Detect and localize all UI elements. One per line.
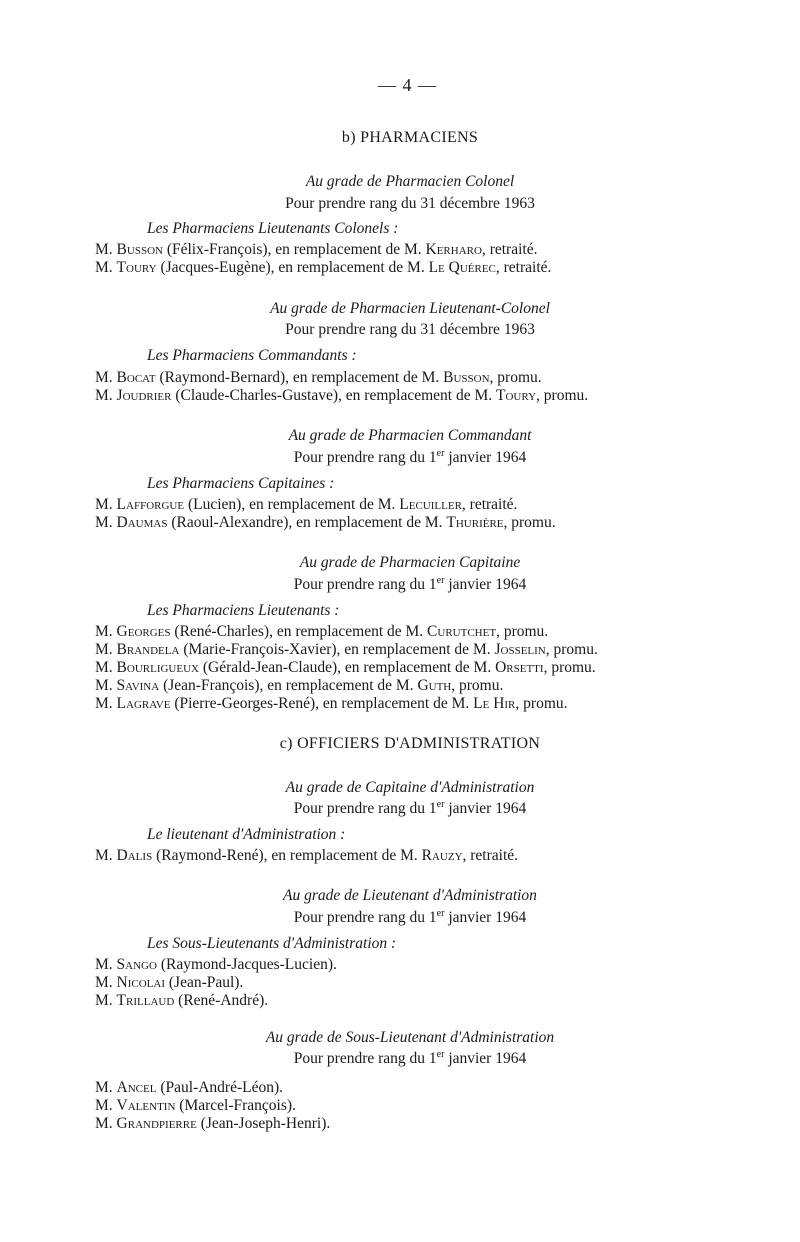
rank-date: Pour prendre rang du 1er janvier 1964 — [293, 798, 527, 817]
entry-line: M. Daumas (Raoul-Alexandre), en remplacement de M. Thurière, promu. — [95, 514, 556, 531]
entry-line: M. Valentin (Marcel-François). — [95, 1097, 296, 1114]
entry-line: M. Busson (Félix-François), en remplacement de M. Kerharo, retraité. — [95, 241, 538, 258]
page-number: — 4 — — [378, 75, 437, 95]
grade-heading: Au grade de Sous-Lieutenant d'Administration — [265, 1029, 555, 1046]
grade-heading: Au grade de Lieutenant d'Administration — [283, 887, 537, 904]
entry-line: M. Bocat (Raymond-Bernard), en remplacement de M. Busson, promu. — [95, 369, 542, 386]
entry-line: M. Savina (Jean-François), en remplacement de M. Guth, promu. — [95, 677, 504, 694]
group-intro: Les Pharmaciens Lieutenants Colonels : — [147, 220, 399, 237]
section-title: c) OFFICIERS D'ADMINISTRATION — [279, 735, 541, 752]
entry-line: M. Nicolai (Jean-Paul). — [95, 974, 244, 991]
grade-heading: Au grade de Pharmacien Colonel — [305, 173, 515, 190]
grade-heading: Au grade de Pharmacien Capitaine — [299, 554, 521, 571]
rank-date: Pour prendre rang du 1er janvier 1964 — [293, 574, 527, 593]
grade-heading: Au grade de Capitaine d'Administration — [285, 779, 535, 796]
rank-date: Pour prendre rang du 1er janvier 1964 — [293, 1048, 527, 1067]
entry-line: M. Lagrave (Pierre-Georges-René), en remplacement de M. Le Hir, promu. — [95, 695, 568, 712]
entry-line: M. Ancel (Paul-André-Léon). — [95, 1079, 284, 1096]
grade-heading: Au grade de Pharmacien Commandant — [288, 427, 532, 444]
group-intro: Les Pharmaciens Capitaines : — [147, 475, 335, 492]
entry-line: M. Grandpierre (Jean-Joseph-Henri). — [95, 1115, 331, 1132]
section-title: b) PHARMACIENS — [341, 129, 479, 146]
entry-line: M. Sango (Raymond-Jacques-Lucien). — [95, 956, 337, 973]
group-intro: Les Sous-Lieutenants d'Administration : — [147, 935, 397, 952]
group-intro: Le lieutenant d'Administration : — [147, 826, 346, 843]
entry-line: M. Georges (René-Charles), en remplacement de M. Curutchet, promu. — [95, 623, 549, 640]
rank-date: Pour prendre rang du 1er janvier 1964 — [293, 447, 527, 466]
group-intro: Les Pharmaciens Commandants : — [147, 347, 357, 364]
entry-line: M. Dalis (Raymond-René), en remplacement de M. Rauzy, retraité. — [95, 847, 519, 864]
entry-line: M. Brandela (Marie-François-Xavier), en remplacement de M. Josselin, promu. — [95, 641, 598, 658]
rank-date: Pour prendre rang du 31 décembre 1963 — [285, 195, 535, 212]
rank-date: Pour prendre rang du 31 décembre 1963 — [285, 321, 535, 338]
entry-line: M. Toury (Jacques-Eugène), en remplacement de M. Le Quérec, retraité. — [95, 259, 552, 276]
entry-line: M. Lafforgue (Lucien), en remplacement de M. Lecuiller, retraité. — [95, 496, 518, 513]
grade-heading: Au grade de Pharmacien Lieutenant-Colonel — [270, 300, 550, 317]
rank-date: Pour prendre rang du 1er janvier 1964 — [293, 907, 527, 926]
entry-line: M. Trillaud (René-André). — [95, 992, 269, 1009]
group-intro: Les Pharmaciens Lieutenants : — [147, 602, 340, 619]
entry-line: M. Bourligueux (Gérald-Jean-Claude), en remplacement de M. Orsetti, promu. — [95, 659, 596, 676]
entry-line: M. Joudrier (Claude-Charles-Gustave), en remplacement de M. Toury, promu. — [95, 387, 589, 404]
